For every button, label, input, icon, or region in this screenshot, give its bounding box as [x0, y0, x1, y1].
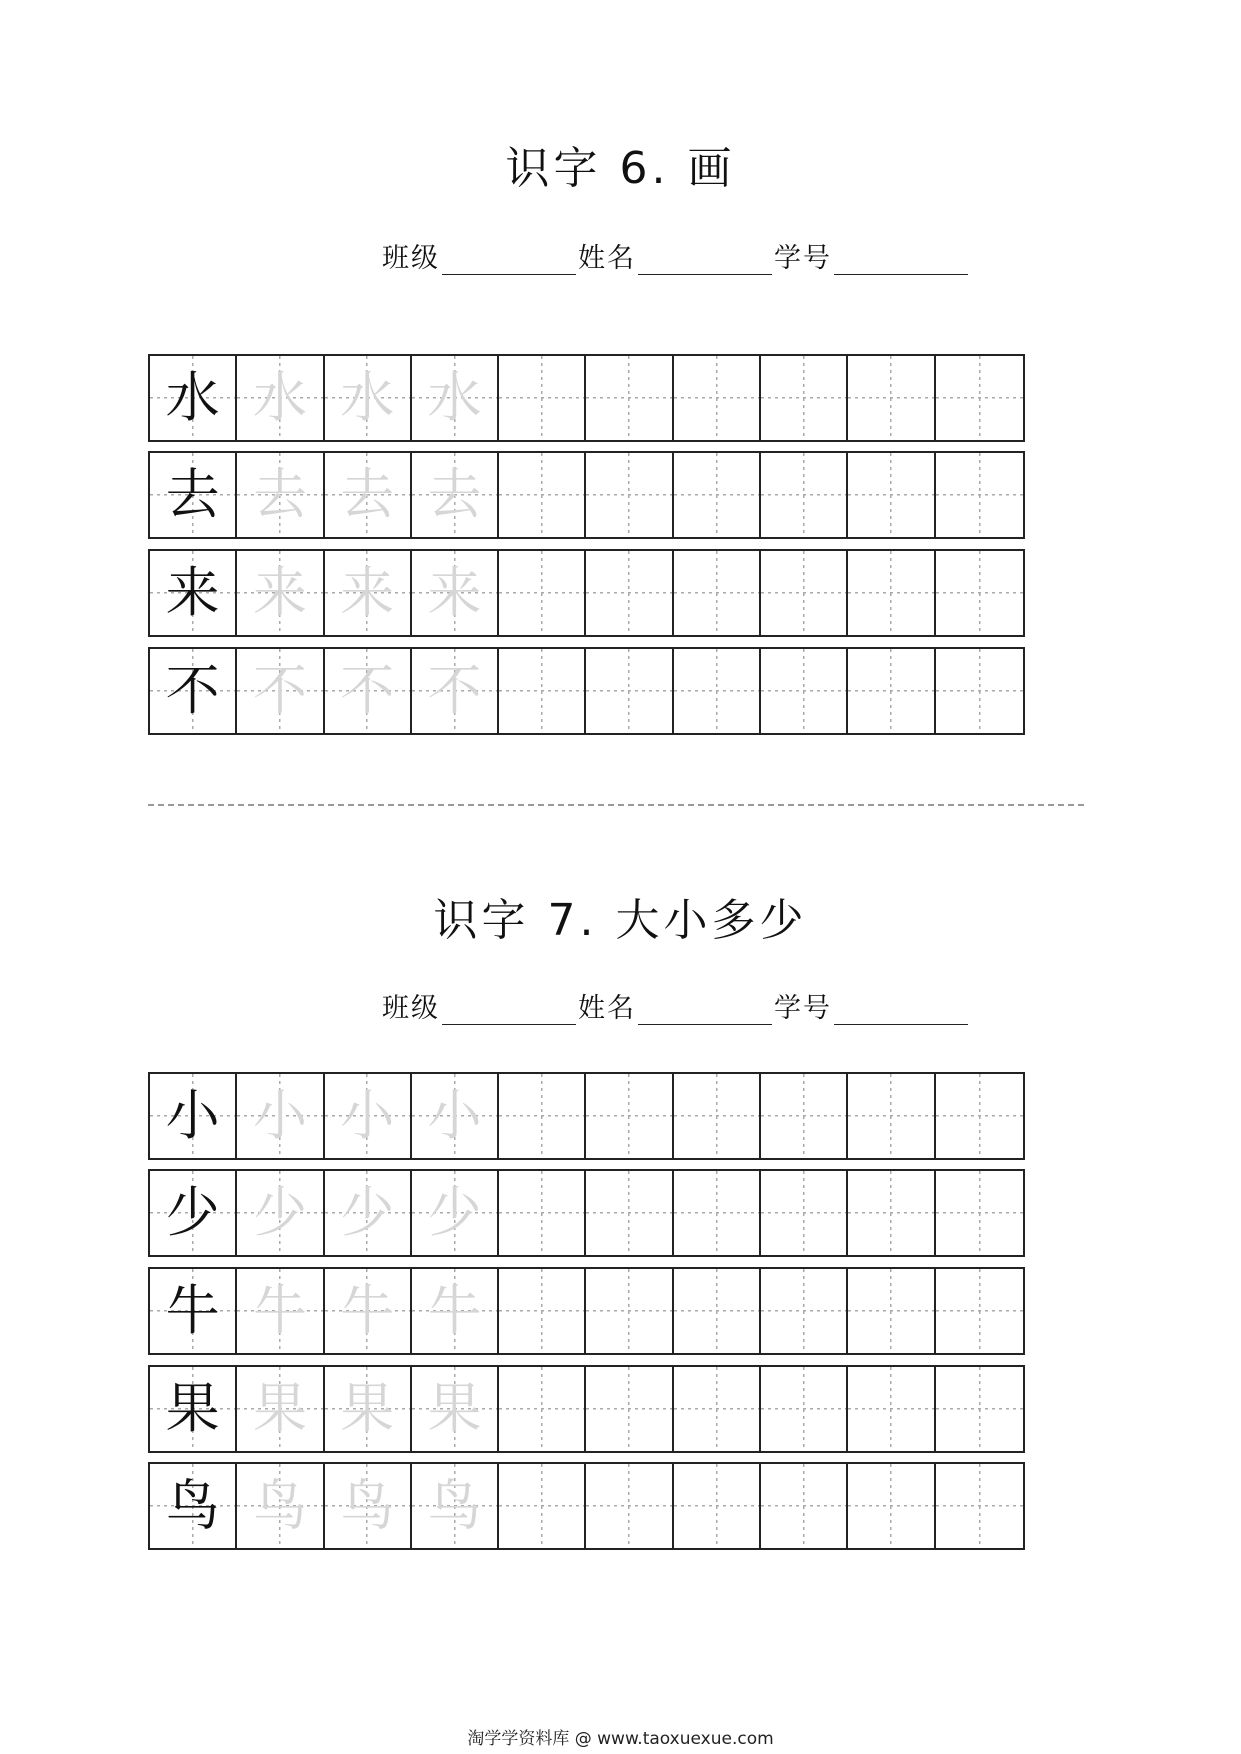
blank-cell[interactable] — [848, 1464, 935, 1548]
practice-row — [148, 1462, 1025, 1550]
blank-cell[interactable] — [586, 649, 673, 733]
trace-cell — [325, 551, 412, 635]
trace-character: 少 — [340, 1181, 395, 1244]
trace-cell — [412, 1074, 499, 1158]
model-character: 水 — [165, 366, 220, 429]
trace-character: 水 — [427, 366, 482, 429]
blank-cell[interactable] — [499, 551, 586, 635]
footer-credit: 淘学学资料库 @ www.taoxuexue.com — [467, 1729, 774, 1749]
blank-cell[interactable] — [586, 1269, 673, 1353]
trace-cell — [412, 453, 499, 537]
trace-character: 来 — [252, 561, 307, 624]
blank-cell[interactable] — [936, 453, 1023, 537]
blank-cell[interactable] — [936, 356, 1023, 440]
practice-row — [148, 1072, 1025, 1160]
blank-cell[interactable] — [499, 1464, 586, 1548]
trace-character: 不 — [252, 659, 307, 722]
trace-cell — [237, 1464, 324, 1548]
blank-cell[interactable] — [848, 453, 935, 537]
trace-character: 果 — [252, 1377, 307, 1440]
name-blank[interactable] — [638, 994, 772, 1025]
practice-row — [148, 354, 1025, 442]
trace-cell — [237, 1269, 324, 1353]
blank-cell[interactable] — [936, 1464, 1023, 1548]
practice-row — [148, 1365, 1025, 1453]
model-character: 果 — [165, 1377, 220, 1440]
trace-cell — [237, 1171, 324, 1255]
blank-cell[interactable] — [936, 1269, 1023, 1353]
practice-row — [148, 1267, 1025, 1355]
trace-character: 果 — [427, 1377, 482, 1440]
trace-cell — [325, 1367, 412, 1451]
blank-cell[interactable] — [674, 1074, 761, 1158]
blank-cell[interactable] — [848, 551, 935, 635]
trace-character: 鸟 — [252, 1474, 307, 1537]
name-blank[interactable] — [638, 244, 772, 275]
blank-cell[interactable] — [674, 1367, 761, 1451]
trace-character: 来 — [340, 561, 395, 624]
trace-character: 鸟 — [340, 1474, 395, 1537]
practice-row — [148, 549, 1025, 637]
trace-character: 去 — [340, 463, 395, 526]
id-blank[interactable] — [834, 994, 968, 1025]
trace-character: 鸟 — [427, 1474, 482, 1537]
name-label: 姓名 — [578, 243, 636, 274]
practice-row — [148, 1169, 1025, 1257]
blank-cell[interactable] — [586, 551, 673, 635]
id-label: 学号 — [774, 993, 832, 1024]
trace-character: 牛 — [252, 1279, 307, 1342]
trace-cell — [412, 649, 499, 733]
model-character: 牛 — [165, 1279, 220, 1342]
trace-character: 去 — [252, 463, 307, 526]
blank-cell[interactable] — [936, 1074, 1023, 1158]
blank-cell[interactable] — [499, 356, 586, 440]
blank-cell[interactable] — [936, 1171, 1023, 1255]
trace-character: 少 — [427, 1181, 482, 1244]
model-cell — [150, 356, 237, 440]
model-character: 鸟 — [165, 1474, 220, 1537]
blank-cell[interactable] — [761, 1367, 848, 1451]
model-character: 少 — [165, 1181, 220, 1244]
section-2-title: 识字 7. 大小多少 — [433, 895, 808, 946]
trace-character: 小 — [252, 1084, 307, 1147]
trace-character: 小 — [427, 1084, 482, 1147]
blank-cell[interactable] — [586, 1171, 673, 1255]
trace-character: 不 — [427, 659, 482, 722]
model-character: 来 — [165, 561, 220, 624]
trace-cell — [412, 1464, 499, 1548]
trace-cell — [412, 1171, 499, 1255]
model-cell — [150, 1074, 237, 1158]
blank-cell[interactable] — [761, 1464, 848, 1548]
section-1-student-info — [382, 236, 970, 275]
trace-character: 小 — [340, 1084, 395, 1147]
blank-cell[interactable] — [674, 551, 761, 635]
model-cell — [150, 1269, 237, 1353]
model-character: 不 — [165, 659, 220, 722]
trace-character: 来 — [427, 561, 482, 624]
section-1-title: 识字 6. 画 — [505, 143, 736, 194]
section-2-student-info — [382, 986, 970, 1025]
id-label: 学号 — [774, 243, 832, 274]
blank-cell[interactable] — [586, 1464, 673, 1548]
model-cell — [150, 1171, 237, 1255]
trace-character: 去 — [427, 463, 482, 526]
model-cell — [150, 551, 237, 635]
trace-cell — [237, 453, 324, 537]
blank-cell[interactable] — [674, 1269, 761, 1353]
blank-cell[interactable] — [848, 1269, 935, 1353]
trace-cell — [325, 1074, 412, 1158]
trace-cell — [237, 1074, 324, 1158]
blank-cell[interactable] — [586, 1367, 673, 1451]
model-character: 去 — [165, 463, 220, 526]
blank-cell[interactable] — [586, 356, 673, 440]
trace-cell — [325, 453, 412, 537]
class-blank[interactable] — [442, 994, 576, 1025]
name-label: 姓名 — [578, 993, 636, 1024]
trace-character: 果 — [340, 1377, 395, 1440]
blank-cell[interactable] — [499, 1074, 586, 1158]
class-label: 班级 — [382, 243, 440, 274]
blank-cell[interactable] — [848, 356, 935, 440]
blank-cell[interactable] — [674, 356, 761, 440]
model-cell — [150, 453, 237, 537]
trace-cell — [325, 1171, 412, 1255]
blank-cell[interactable] — [674, 1171, 761, 1255]
model-cell — [150, 649, 237, 733]
id-blank[interactable] — [834, 244, 968, 275]
blank-cell[interactable] — [586, 1074, 673, 1158]
practice-row — [148, 647, 1025, 735]
trace-cell — [325, 1269, 412, 1353]
blank-cell[interactable] — [936, 649, 1023, 733]
blank-cell[interactable] — [936, 551, 1023, 635]
trace-character: 水 — [340, 366, 395, 429]
blank-cell[interactable] — [499, 1367, 586, 1451]
trace-character: 牛 — [427, 1279, 482, 1342]
trace-cell — [325, 1464, 412, 1548]
trace-cell — [325, 649, 412, 733]
cut-line — [148, 804, 1084, 806]
blank-cell[interactable] — [586, 453, 673, 537]
blank-cell[interactable] — [761, 356, 848, 440]
blank-cell[interactable] — [674, 1464, 761, 1548]
trace-character: 水 — [252, 366, 307, 429]
trace-cell — [237, 649, 324, 733]
trace-character: 不 — [340, 659, 395, 722]
blank-cell[interactable] — [761, 453, 848, 537]
practice-row — [148, 451, 1025, 539]
trace-cell — [237, 551, 324, 635]
trace-cell — [237, 1367, 324, 1451]
model-cell — [150, 1367, 237, 1451]
model-character: 小 — [165, 1084, 220, 1147]
class-label: 班级 — [382, 993, 440, 1024]
blank-cell[interactable] — [848, 1074, 935, 1158]
trace-cell — [325, 356, 412, 440]
blank-cell[interactable] — [674, 649, 761, 733]
trace-cell — [237, 356, 324, 440]
blank-cell[interactable] — [674, 453, 761, 537]
blank-cell[interactable] — [761, 649, 848, 733]
blank-cell[interactable] — [761, 1269, 848, 1353]
trace-cell — [412, 1269, 499, 1353]
trace-cell — [412, 551, 499, 635]
blank-cell[interactable] — [761, 1171, 848, 1255]
blank-cell[interactable] — [761, 1074, 848, 1158]
class-blank[interactable] — [442, 244, 576, 275]
trace-character: 少 — [252, 1181, 307, 1244]
trace-character: 牛 — [340, 1279, 395, 1342]
trace-cell — [412, 1367, 499, 1451]
blank-cell[interactable] — [499, 453, 586, 537]
model-cell — [150, 1464, 237, 1548]
blank-cell[interactable] — [936, 1367, 1023, 1451]
blank-cell[interactable] — [499, 649, 586, 733]
blank-cell[interactable] — [848, 649, 935, 733]
blank-cell[interactable] — [761, 551, 848, 635]
blank-cell[interactable] — [499, 1269, 586, 1353]
blank-cell[interactable] — [848, 1367, 935, 1451]
trace-cell — [412, 356, 499, 440]
blank-cell[interactable] — [848, 1171, 935, 1255]
blank-cell[interactable] — [499, 1171, 586, 1255]
